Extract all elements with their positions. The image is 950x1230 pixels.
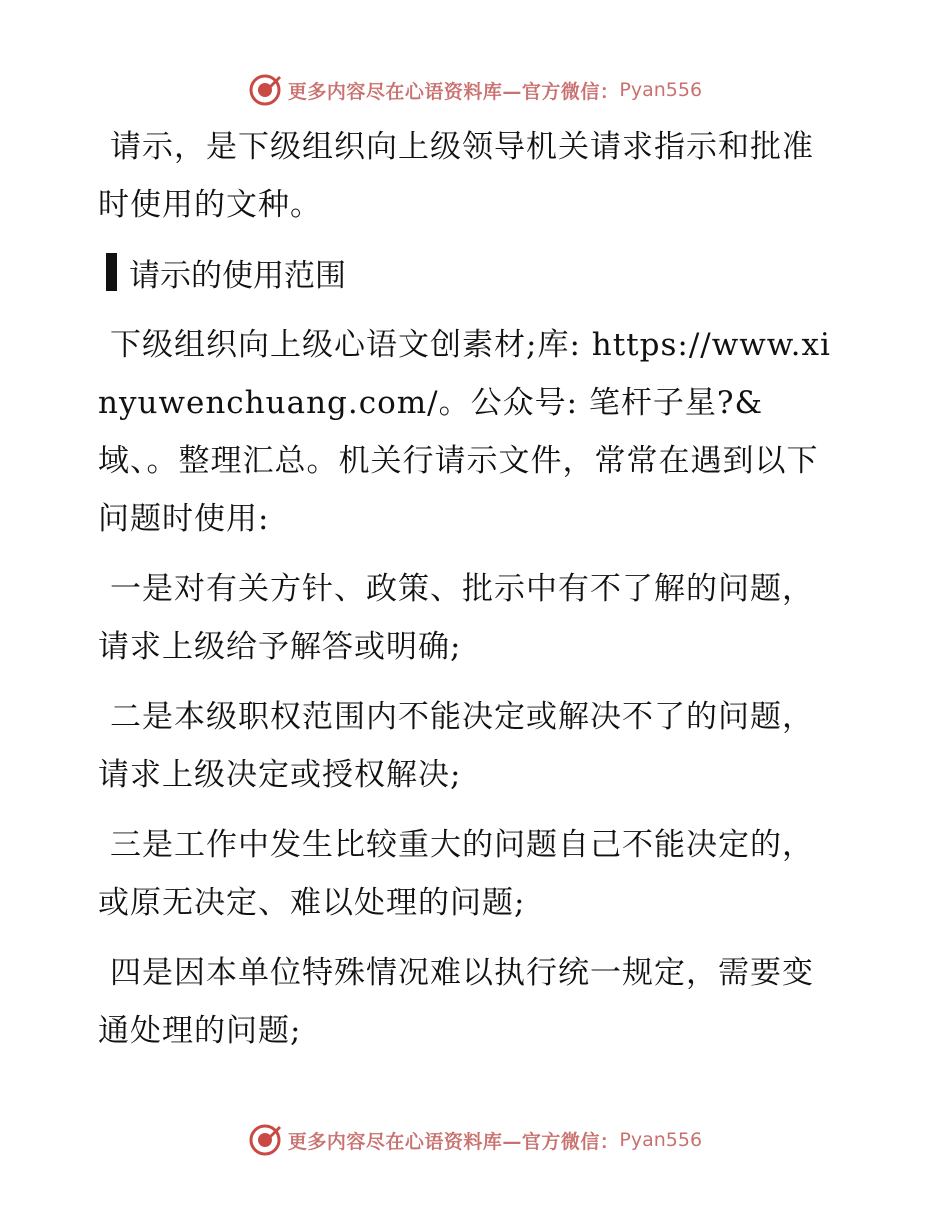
watermark-handle: Pyan556 <box>619 79 703 101</box>
body-paragraph: 下级组织向上级心语文创素材;库: https://www.xinyuwenchuang.com/。公众号: 笔杆子星?&域、。整理汇总。机关行请示文件，常常在遇到以下问题时使用: <box>98 327 831 537</box>
footer-watermark <box>0 1120 950 1160</box>
list-item: 三是工作中发生比较重大的问题自己不能决定的，或原无决定、难以处理的问题; <box>98 827 814 921</box>
list-item: 四是因本单位特殊情况难以执行统一规定，需要变通处理的问题; <box>98 955 814 1049</box>
watermark-text: 更多内容尽在心语资料库—官方微信： <box>287 80 620 103</box>
list-item: 一是对有关方针、政策、批示中有不了解的问题，请求上级给予解答或明确; <box>98 571 814 665</box>
document-body <box>98 118 838 1060</box>
heading-marker <box>106 253 117 291</box>
header-watermark <box>0 70 950 110</box>
section-heading-text: 请示的使用范围 <box>129 257 346 294</box>
list-item: 二是本级职权范围内不能决定或解决不了的问题，请求上级决定或授权解决; <box>98 699 814 793</box>
intro-paragraph: 请示，是下级组织向上级领导机关请求指示和批准时使用的文种。 <box>98 129 814 223</box>
section-heading <box>98 242 838 302</box>
pen-logo-icon <box>248 73 282 107</box>
watermark-handle: Pyan556 <box>619 1129 703 1151</box>
watermark-text: 更多内容尽在心语资料库—官方微信： <box>287 1130 620 1153</box>
pen-logo-icon <box>248 1123 282 1157</box>
